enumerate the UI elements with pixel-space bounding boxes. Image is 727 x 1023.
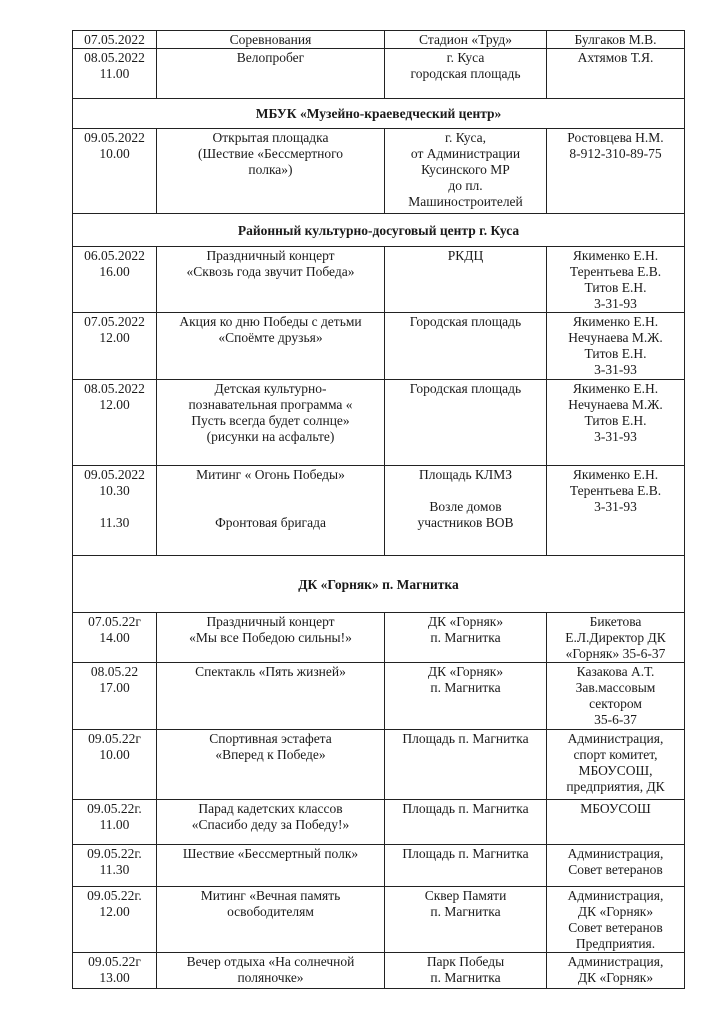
responsible-cell: Администрация, Совет ветеранов: [547, 845, 685, 887]
table-row: [73, 247, 685, 313]
date-cell: 09.05.2022 10.30 11.30: [73, 466, 157, 556]
location-cell: ДК «Горняк» п. Магнитка: [385, 663, 547, 730]
event-cell: Спектакль «Пять жизней»: [157, 663, 385, 730]
event-cell: Праздничный концерт «Сквозь года звучит Победа»: [157, 247, 385, 313]
section-header-row: [73, 556, 685, 613]
section-title: МБУК «Музейно-краеведческий центр»: [73, 99, 685, 129]
location-cell: г. Куса городская площадь: [385, 49, 547, 99]
responsible-cell: Якименко Е.Н. Нечунаева М.Ж. Титов Е.Н. 3-31-93: [547, 380, 685, 466]
location-cell: Площадь КЛМЗ Возле домов участников ВОВ: [385, 466, 547, 556]
event-cell: Велопробег: [157, 49, 385, 99]
date-cell: 08.05.2022 11.00: [73, 49, 157, 99]
date-cell: 09.05.22г 10.00: [73, 730, 157, 800]
date-cell: 07.05.2022 12.00: [73, 313, 157, 380]
table-row: [73, 380, 685, 466]
date-cell: 09.05.22г. 11.00: [73, 800, 157, 845]
event-cell: Парад кадетских классов «Спасибо деду за Победу!»: [157, 800, 385, 845]
event-cell: Митинг «Вечная память освободителям: [157, 887, 385, 953]
table-row: [73, 466, 685, 556]
location-cell: Сквер Памяти п. Магнитка: [385, 887, 547, 953]
location-cell: Стадион «Труд»: [385, 31, 547, 49]
date-cell: 08.05.22 17.00: [73, 663, 157, 730]
table-row: [73, 613, 685, 663]
responsible-cell: Ахтямов Т.Я.: [547, 49, 685, 99]
events-table-body: [73, 31, 685, 989]
location-cell: г. Куса, от Администрации Кусинского МР до пл. Машиностроителей: [385, 129, 547, 214]
date-cell: 09.05.22г. 12.00: [73, 887, 157, 953]
event-cell: Вечер отдыха «На солнечной поляночке»: [157, 953, 385, 989]
location-cell: Парк Победы п. Магнитка: [385, 953, 547, 989]
event-cell: Митинг « Огонь Победы» Фронтовая бригада: [157, 466, 385, 556]
table-row: [73, 845, 685, 887]
event-cell: Открытая площадка (Шествие «Бессмертного полка»): [157, 129, 385, 214]
responsible-cell: Ростовцева Н.М. 8-912-310-89-75: [547, 129, 685, 214]
event-cell: Спортивная эстафета «Вперед к Победе»: [157, 730, 385, 800]
responsible-cell: Якименко Е.Н. Нечунаева М.Ж. Титов Е.Н. 3-31-93: [547, 313, 685, 380]
responsible-cell: Администрация, ДК «Горняк»: [547, 953, 685, 989]
table-row: [73, 887, 685, 953]
location-cell: Городская площадь: [385, 313, 547, 380]
date-cell: 07.05.22г 14.00: [73, 613, 157, 663]
date-cell: 09.05.22г. 11.30: [73, 845, 157, 887]
date-cell: 09.05.2022 10.00: [73, 129, 157, 214]
location-cell: Городская площадь: [385, 380, 547, 466]
events-table: [72, 30, 685, 989]
event-cell: Шествие «Бессмертный полк»: [157, 845, 385, 887]
document-page: [72, 30, 685, 989]
date-cell: 06.05.2022 16.00: [73, 247, 157, 313]
responsible-cell: Казакова А.Т. Зав.массовым сектором 35-6-37: [547, 663, 685, 730]
event-cell: Праздничный концерт «Мы все Победою сильны!»: [157, 613, 385, 663]
table-row: [73, 663, 685, 730]
responsible-cell: Администрация, ДК «Горняк» Совет ветеранов Предприятия.: [547, 887, 685, 953]
table-row: [73, 31, 685, 49]
location-cell: Площадь п. Магнитка: [385, 845, 547, 887]
table-row: [73, 953, 685, 989]
responsible-cell: Булгаков М.В.: [547, 31, 685, 49]
section-title: ДК «Горняк» п. Магнитка: [73, 556, 685, 613]
responsible-cell: Администрация, спорт комитет, МБОУСОШ, предприятия, ДК: [547, 730, 685, 800]
table-row: [73, 730, 685, 800]
location-cell: РКДЦ: [385, 247, 547, 313]
date-cell: 07.05.2022: [73, 31, 157, 49]
location-cell: ДК «Горняк» п. Магнитка: [385, 613, 547, 663]
section-header-row: [73, 214, 685, 247]
location-cell: Площадь п. Магнитка: [385, 800, 547, 845]
section-title: Районный культурно-досуговый центр г. Куса: [73, 214, 685, 247]
date-cell: 09.05.22г 13.00: [73, 953, 157, 989]
table-row: [73, 129, 685, 214]
table-row: [73, 49, 685, 99]
responsible-cell: Бикетова Е.Л.Директор ДК «Горняк» 35-6-37: [547, 613, 685, 663]
date-cell: 08.05.2022 12.00: [73, 380, 157, 466]
location-cell: Площадь п. Магнитка: [385, 730, 547, 800]
event-cell: Детская культурно- познавательная программа « Пусть всегда будет солнце» (рисунки на асфальте): [157, 380, 385, 466]
responsible-cell: Якименко Е.Н. Терентьева Е.В. 3-31-93: [547, 466, 685, 556]
event-cell: Акция ко дню Победы с детьми «Споёмте друзья»: [157, 313, 385, 380]
responsible-cell: Якименко Е.Н. Терентьева Е.В. Титов Е.Н. 3-31-93: [547, 247, 685, 313]
event-cell: Соревнования: [157, 31, 385, 49]
section-header-row: [73, 99, 685, 129]
table-row: [73, 313, 685, 380]
responsible-cell: МБОУСОШ: [547, 800, 685, 845]
table-row: [73, 800, 685, 845]
